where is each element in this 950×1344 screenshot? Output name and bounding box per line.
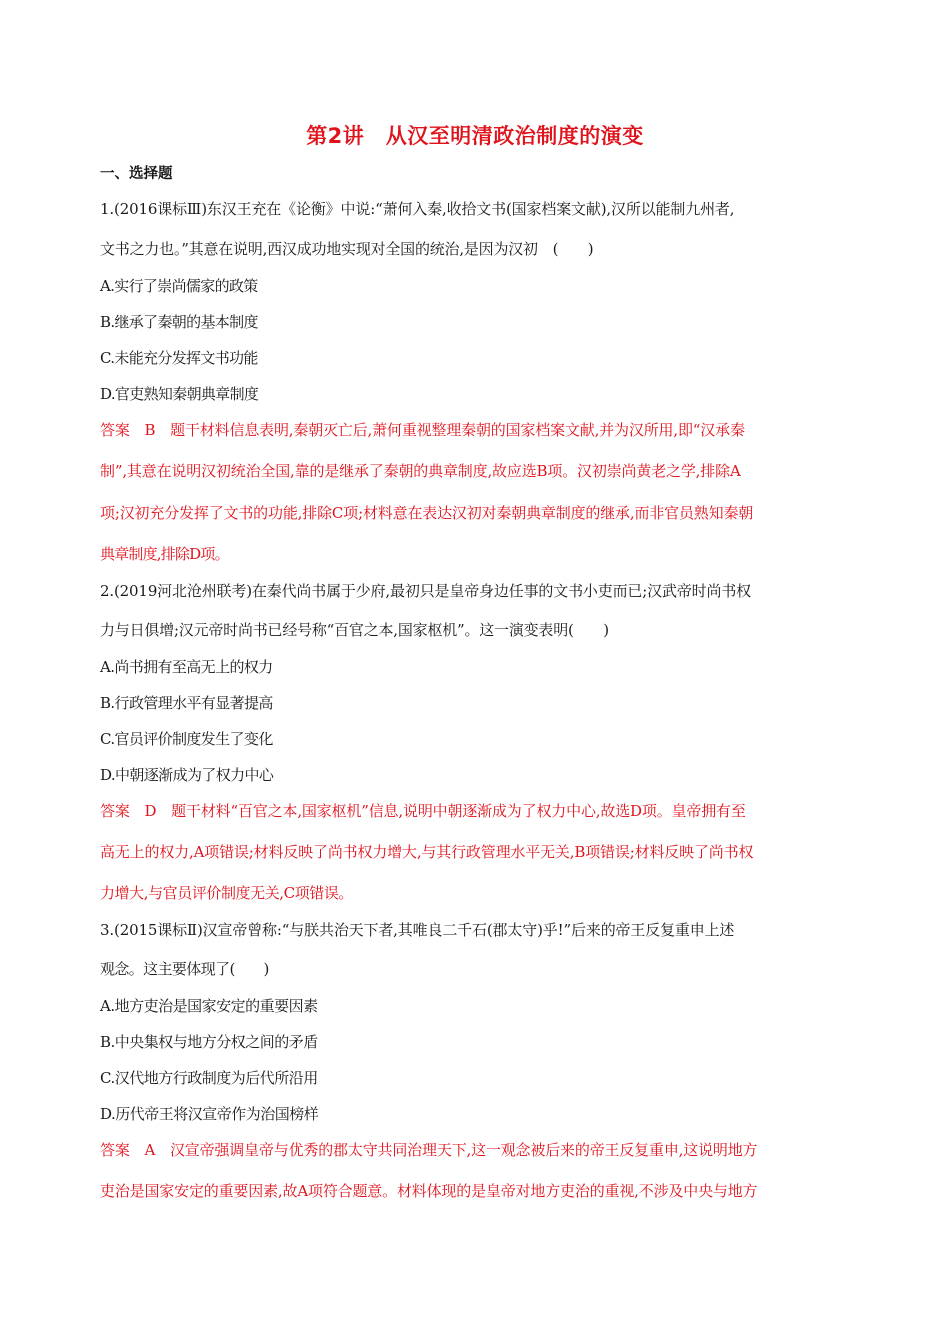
question-2-option-c: C.官员评价制度发生了变化 [100, 730, 273, 748]
question-2-stem-line: 力与日俱增;汉元帝时尚书已经号称“百官之本,国家枢机”。这一演变表明( ) [100, 621, 609, 639]
question-1-answer-line: 项;汉初充分发挥了文书的功能,排除C项;材料意在表达汉初对秦朝典章制度的继承,而非官员熟知秦朝 [100, 504, 754, 522]
question-2-option-d: D.中朝逐渐成为了权力中心 [100, 766, 274, 784]
section-heading: 一、选择题 [100, 166, 173, 182]
question-3-answer-line: 答案 A 汉宣帝强调皇帝与优秀的郡太守共同治理天下,这一观念被后来的帝王反复重申,这说明地方 [100, 1141, 758, 1159]
question-1-stem-line: 1.(2016课标Ⅲ)东汉王充在《论衡》中说:“萧何入秦,收拾文书(国家档案文献),汉所以能制九州者, [100, 200, 735, 218]
question-1-option-c: C.未能充分发挥文书功能 [100, 349, 258, 367]
question-2-answer-line: 高无上的权力,A项错误;材料反映了尚书权力增大,与其行政管理水平无关,B项错误;材料反映了尚书权 [100, 843, 754, 861]
question-2-option-a: A.尚书拥有至高无上的权力 [100, 658, 273, 676]
page-title: 第2讲 从汉至明清政治制度的演变 [306, 124, 644, 148]
question-2-option-b: B.行政管理水平有显著提高 [100, 694, 273, 712]
question-3-stem-line: 观念。这主要体现了( ) [100, 960, 269, 978]
question-1-option-d: D.官吏熟知秦朝典章制度 [100, 385, 259, 403]
question-3-option-d: D.历代帝王将汉宣帝作为治国榜样 [100, 1105, 319, 1123]
question-1-answer-line: 答案 B 题干材料信息表明,秦朝灭亡后,萧何重视整理秦朝的国家档案文献,并为汉所用,即“汉承秦 [100, 421, 745, 439]
question-3-option-b: B.中央集权与地方分权之间的矛盾 [100, 1033, 318, 1051]
question-2-stem-line: 2.(2019河北沧州联考)在秦代尚书属于少府,最初只是皇帝身边任事的文书小吏而已;汉武帝时尚书权 [100, 582, 752, 600]
question-2-answer-line: 答案 D 题干材料“百官之本,国家枢机”信息,说明中朝逐渐成为了权力中心,故选D项。皇帝拥有至 [100, 802, 746, 820]
question-1-answer-line: 制”,其意在说明汉初统治全国,靠的是继承了秦朝的典章制度,故应选B项。汉初崇尚黄老之学,排除A [100, 462, 741, 480]
question-2-answer-line: 力增大,与官员评价制度无关,C项错误。 [100, 884, 354, 902]
question-3-option-a: A.地方吏治是国家安定的重要因素 [100, 997, 318, 1015]
question-1-option-a: A.实行了崇尚儒家的政策 [100, 277, 258, 295]
question-3-stem-line: 3.(2015课标Ⅱ)汉宣帝曾称:“与朕共治天下者,其唯良二千石(郡太守)乎!”后来的帝王反复重申上述 [100, 921, 735, 939]
question-3-answer-line: 吏治是国家安定的重要因素,故A项符合题意。材料体现的是皇帝对地方吏治的重视,不涉及中央与地方 [100, 1182, 758, 1200]
question-1-answer-line: 典章制度,排除D项。 [100, 545, 229, 563]
question-1-option-b: B.继承了秦朝的基本制度 [100, 313, 258, 331]
question-3-option-c: C.汉代地方行政制度为后代所沿用 [100, 1069, 318, 1087]
question-1-stem-line: 文书之力也。”其意在说明,西汉成功地实现对全国的统治,是因为汉初 ( ) [100, 240, 594, 258]
